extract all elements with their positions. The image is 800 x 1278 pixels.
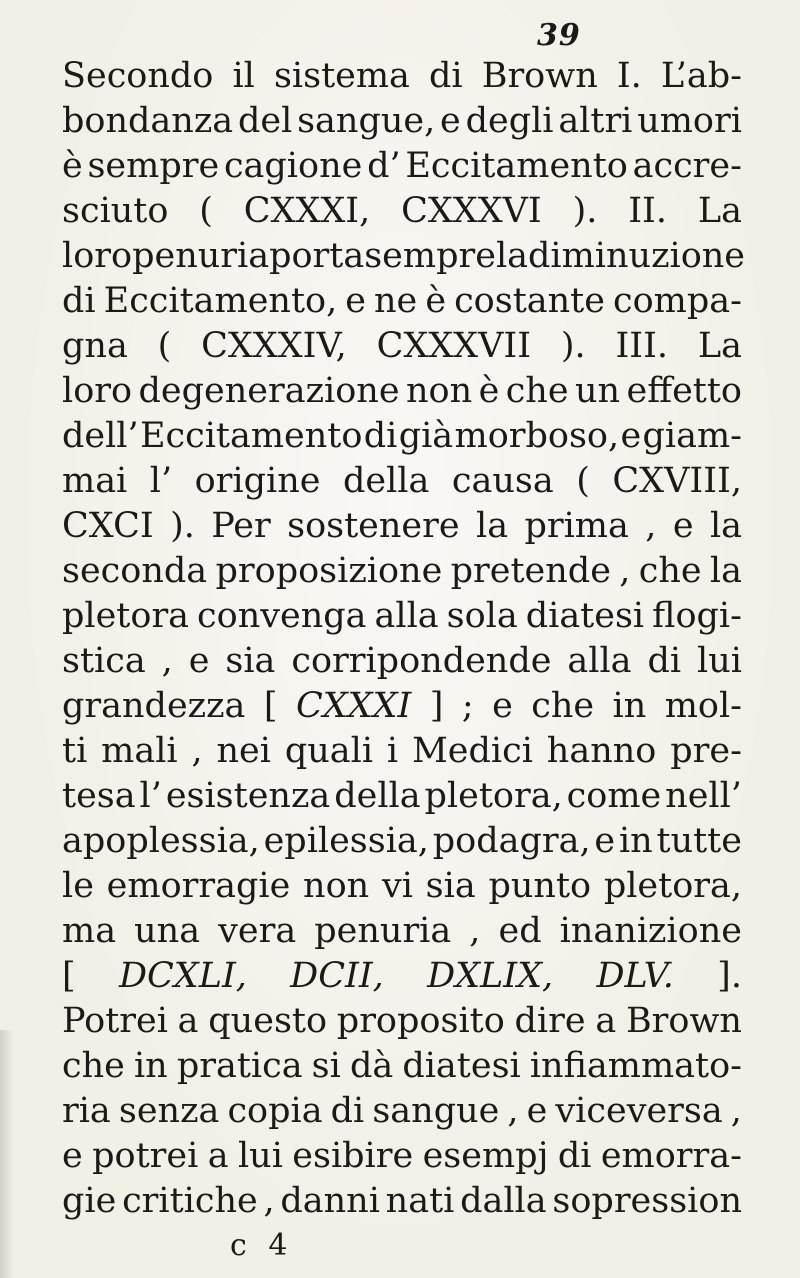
word: dell’ <box>62 416 139 456</box>
text-line <box>62 999 742 1044</box>
word: ]. <box>717 956 742 996</box>
text-line <box>62 369 742 414</box>
word: e <box>345 281 366 321</box>
word: DCXLI, <box>118 956 247 996</box>
word: a <box>595 1001 617 1041</box>
word: alla <box>374 596 439 636</box>
word: e <box>440 101 461 141</box>
word: CXXXVII <box>376 326 532 366</box>
word: pre- <box>670 731 742 771</box>
word: e <box>526 1091 548 1131</box>
word: proposizione <box>215 551 443 591</box>
text-line <box>62 549 742 594</box>
word: penuria <box>132 236 270 276</box>
word: porta <box>269 236 365 276</box>
text-line <box>62 684 742 729</box>
word: ria <box>62 1091 111 1131</box>
word: CXCI <box>62 506 154 546</box>
word: apoplessia, <box>62 821 260 861</box>
text-line <box>62 414 742 459</box>
word: pretende <box>450 551 611 591</box>
word: sempre <box>364 236 496 276</box>
word: effetto <box>626 371 742 411</box>
word: diatesi <box>402 1046 521 1086</box>
word: copia <box>227 1091 323 1131</box>
word: vi <box>381 866 413 906</box>
text-line <box>62 459 742 504</box>
word: costante <box>454 281 605 321</box>
word: [ <box>263 686 278 726</box>
word: la <box>495 236 528 276</box>
word: accre- <box>632 146 742 186</box>
word: danni <box>280 1181 380 1221</box>
word: inanizione <box>559 911 742 951</box>
word: compa- <box>612 281 742 321</box>
word: Medici <box>411 731 533 771</box>
word: CXXXIV, <box>201 326 347 366</box>
text-line <box>62 774 742 819</box>
word: e <box>188 641 210 681</box>
word: i <box>386 731 399 771</box>
word: di <box>330 1091 365 1131</box>
word: sola <box>446 596 518 636</box>
word: , <box>191 731 203 771</box>
word: le <box>62 866 94 906</box>
word: e <box>62 1136 83 1176</box>
word: come <box>566 776 662 816</box>
text-line <box>62 504 742 549</box>
word: di <box>557 1136 592 1176</box>
word: DXLIX, <box>427 956 554 996</box>
word: sangue <box>372 1091 500 1131</box>
word: ne <box>374 281 418 321</box>
word: ). <box>560 326 586 366</box>
word: , <box>619 551 631 591</box>
word: ; <box>461 686 474 726</box>
word: Eccitamento <box>405 146 628 186</box>
word: questo <box>208 1001 328 1041</box>
word: alla <box>567 641 632 681</box>
word: altri <box>558 101 633 141</box>
signature-mark: c 4 <box>230 1228 294 1263</box>
word: sopression <box>552 1181 742 1221</box>
word: [ <box>62 956 76 996</box>
word: loro <box>62 236 133 276</box>
word: grandezza <box>62 686 246 726</box>
word: della <box>334 776 421 816</box>
word: Eccitamento <box>139 416 363 456</box>
word: sistema <box>273 56 410 96</box>
word: stica <box>62 641 146 681</box>
text-line <box>62 1044 742 1089</box>
word: ( <box>157 326 172 366</box>
word: emorragie <box>106 866 291 906</box>
word: il <box>232 56 255 96</box>
word: cagione <box>223 146 363 186</box>
word: bondanza <box>62 101 234 141</box>
word: ( <box>199 191 213 231</box>
word: ti <box>62 731 88 771</box>
word: pletora <box>62 596 190 636</box>
word: di <box>429 56 463 96</box>
word: di <box>363 416 398 456</box>
word: senza <box>118 1091 220 1131</box>
text-line <box>62 279 742 324</box>
word: gie <box>62 1181 117 1221</box>
word: CXXXVI <box>401 191 542 231</box>
text-line <box>62 864 742 909</box>
text-line <box>62 144 742 189</box>
word: , <box>263 1181 275 1221</box>
word: Per <box>211 506 271 546</box>
word: sangue, <box>297 101 436 141</box>
word: loro <box>62 371 133 411</box>
word: seconda <box>62 551 208 591</box>
word: convenga <box>197 596 367 636</box>
word: si <box>311 1046 341 1086</box>
word: di <box>62 281 96 321</box>
text-line <box>62 189 742 234</box>
text-line <box>62 954 742 999</box>
word: la <box>709 506 742 546</box>
word: DLV. <box>596 956 674 996</box>
word: esibire <box>292 1136 414 1176</box>
text-line <box>62 594 742 639</box>
word: degli <box>465 101 554 141</box>
word: Brown <box>481 56 598 96</box>
text-line <box>62 639 742 684</box>
text-line <box>62 99 742 144</box>
word: La <box>697 191 742 231</box>
word: prima <box>524 506 629 546</box>
page-number: 39 <box>537 18 581 53</box>
word: Potrei <box>62 1001 168 1041</box>
word: morboso, <box>454 416 620 456</box>
word: dà <box>349 1046 394 1086</box>
word: , <box>469 911 481 951</box>
word: corripondende <box>291 641 552 681</box>
word: del <box>237 101 293 141</box>
text-line <box>62 1089 742 1134</box>
word: vera <box>218 911 297 951</box>
word: mai <box>62 461 128 501</box>
word: ). <box>572 191 598 231</box>
word: che <box>505 371 569 411</box>
word: diatesi <box>525 596 645 636</box>
word: sempre <box>87 146 220 186</box>
word: in <box>133 1046 168 1086</box>
text-line <box>62 1134 742 1179</box>
word: viceversa <box>555 1091 723 1131</box>
word: infiammato- <box>529 1046 742 1086</box>
word: umori <box>637 101 742 141</box>
word: CXXXI <box>295 686 412 726</box>
word: , <box>730 1091 742 1131</box>
word: diminuzione <box>528 236 746 276</box>
word: di <box>647 641 682 681</box>
word: un <box>574 371 621 411</box>
word: critiche <box>122 1181 258 1221</box>
word: dalla <box>460 1181 547 1221</box>
word: in <box>618 821 653 861</box>
word: sia <box>225 641 276 681</box>
word: e <box>672 506 694 546</box>
word: esempj <box>422 1136 549 1176</box>
text-line <box>62 234 746 279</box>
word: esistenza <box>165 776 331 816</box>
word: che <box>62 1046 125 1086</box>
word: causa <box>451 461 554 501</box>
word: pletora, <box>603 866 742 906</box>
word: degenerazione <box>138 371 400 411</box>
word: lui <box>697 641 742 681</box>
word: l’ <box>139 776 162 816</box>
word: Brown <box>625 1001 742 1041</box>
word: I. <box>616 56 642 96</box>
word: nell’ <box>665 776 742 816</box>
word: ed <box>498 911 542 951</box>
word: proposito <box>336 1001 505 1041</box>
word: , <box>645 506 657 546</box>
word: una <box>134 911 201 951</box>
word: ). <box>170 506 195 546</box>
text-line <box>62 819 742 864</box>
word: , <box>161 641 173 681</box>
word: penuria <box>314 911 452 951</box>
word: nei <box>216 731 271 771</box>
word: lui <box>237 1136 283 1176</box>
word: non <box>405 371 473 411</box>
word: nati <box>385 1181 455 1221</box>
word: potrei <box>92 1136 199 1176</box>
word: CXXXI, <box>243 191 371 231</box>
word: già <box>398 416 454 456</box>
word: non <box>303 866 370 906</box>
word: che <box>531 686 595 726</box>
word: mali <box>101 731 178 771</box>
word: a <box>207 1136 229 1176</box>
word: ( <box>576 461 590 501</box>
text-line <box>62 729 742 774</box>
word: DCII, <box>290 956 384 996</box>
word: tutte <box>656 821 742 861</box>
word: è <box>62 146 83 186</box>
word: è <box>478 371 500 411</box>
word: pletora, <box>424 776 563 816</box>
word: e <box>620 416 642 456</box>
word: della <box>342 461 430 501</box>
word: La <box>697 326 742 366</box>
text-line <box>62 909 742 954</box>
text-line <box>62 324 742 369</box>
word: sia <box>425 866 476 906</box>
word: quali <box>284 731 374 771</box>
text-line <box>62 1179 742 1224</box>
word: mol- <box>664 686 742 726</box>
word: podagra, <box>432 821 591 861</box>
word: origine <box>194 461 321 501</box>
word: flogi- <box>652 596 742 636</box>
word: sostenere <box>287 506 460 546</box>
word: in <box>612 686 647 726</box>
word: hanno <box>546 731 657 771</box>
word: l’ <box>149 461 173 501</box>
text-line <box>62 54 742 99</box>
word: a <box>177 1001 199 1041</box>
word: Eccitamento, <box>103 281 338 321</box>
page-edge-shadow <box>0 1030 14 1278</box>
word: tesa <box>62 776 136 816</box>
word: la <box>709 551 742 591</box>
word: L’ab- <box>660 56 742 96</box>
word: II. <box>628 191 667 231</box>
word: ] <box>429 686 444 726</box>
word: la <box>476 506 509 546</box>
word: e <box>594 821 616 861</box>
word: ma <box>62 911 117 951</box>
word: pratica <box>176 1046 303 1086</box>
word: e <box>492 686 513 726</box>
word: giam- <box>642 416 742 456</box>
word: Secondo <box>62 56 214 96</box>
word: è <box>425 281 447 321</box>
body-text <box>62 54 746 1224</box>
word: d’ <box>367 146 401 186</box>
word: che <box>638 551 702 591</box>
word: III. <box>615 326 669 366</box>
word: epilessia, <box>263 821 429 861</box>
word: CXVIII, <box>612 461 742 501</box>
word: punto <box>488 866 592 906</box>
word: emorra- <box>600 1136 742 1176</box>
word: , <box>507 1091 519 1131</box>
word: dire <box>514 1001 586 1041</box>
word: gna <box>62 326 128 366</box>
word: sciuto <box>62 191 169 231</box>
